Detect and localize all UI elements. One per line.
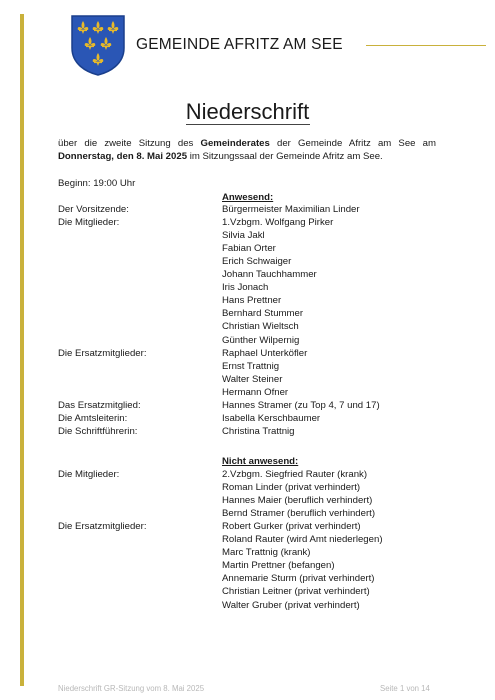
attendee-name: Fabian Orter bbox=[222, 243, 276, 255]
attendee-name: Isabella Kerschbaumer bbox=[222, 412, 321, 424]
attendee-name: Ernst Trattnig bbox=[222, 360, 280, 372]
absent-heading: Nicht anwesend: bbox=[222, 456, 299, 467]
attendee-name: Roman Linder (privat verhindert) bbox=[222, 482, 361, 494]
attendee-name: Günther Wilpernig bbox=[222, 334, 300, 346]
attendee-name: Christian Wieltsch bbox=[222, 321, 299, 333]
header-rule bbox=[366, 45, 486, 46]
role-label: Die Schriftführerin: bbox=[58, 425, 138, 437]
start-time: Beginn: 19:00 Uhr bbox=[58, 178, 136, 189]
attendee-name: Marc Trattnig (krank) bbox=[222, 547, 311, 559]
attendee-name: Bernhard Stummer bbox=[222, 308, 304, 320]
attendee-name: Johann Tauchhammer bbox=[222, 269, 317, 281]
role-label: Die Ersatzmitglieder: bbox=[58, 347, 147, 359]
attendee-name: Hermann Ofner bbox=[222, 386, 289, 398]
role-label: Die Mitglieder: bbox=[58, 469, 120, 480]
attendee-name: Walter Steiner bbox=[222, 373, 283, 385]
attendee-name: Roland Rauter (wird Amt niederlegen) bbox=[222, 534, 383, 546]
intro-meeting-date: Donnerstag, den 8. Mai 2025 bbox=[58, 151, 188, 162]
attendee-name: Hannes Maier (beruflich verhindert) bbox=[222, 495, 373, 507]
role-label: Die Ersatzmitglieder: bbox=[58, 521, 147, 533]
attendee-name: Hannes Stramer (zu Top 4, 7 und 17) bbox=[222, 399, 380, 411]
attendee-name: Christina Trattnig bbox=[222, 425, 295, 437]
attendee-name: Erich Schwaiger bbox=[222, 256, 292, 268]
attendee-name: Raphael Unterköfler bbox=[222, 347, 308, 359]
role-label: Das Ersatzmitglied: bbox=[58, 399, 141, 411]
present-heading: Anwesend: bbox=[222, 192, 274, 203]
footer-document-name: Niederschrift GR-Sitzung vom 8. Mai 2025 bbox=[58, 684, 205, 693]
attendee-name: Annemarie Sturm (privat verhindert) bbox=[222, 573, 375, 585]
attendee-name: Martin Prettner (befangen) bbox=[222, 560, 335, 572]
municipality-name: GEMEINDE AFRITZ AM SEE bbox=[136, 36, 343, 53]
attendee-name: Silvia Jakl bbox=[222, 230, 265, 242]
coat-of-arms-icon bbox=[70, 14, 126, 76]
attendee-name: Christian Leitner (privat verhindert) bbox=[222, 586, 370, 598]
role-label: Die Mitglieder: bbox=[58, 217, 120, 229]
attendee-name: 2.Vzbgm. Siegfried Rauter (krank) bbox=[222, 469, 368, 480]
footer-page-number: Seite 1 von 14 bbox=[380, 684, 430, 693]
attendee-name: 1.Vzbgm. Wolfgang Pirker bbox=[222, 217, 334, 229]
attendee-name: Robert Gurker (privat verhindert) bbox=[222, 521, 361, 533]
intro-body-name: Gemeinderates bbox=[200, 138, 270, 149]
attendee-name: Bernd Stramer (beruflich verhindert) bbox=[222, 508, 376, 520]
intro-paragraph bbox=[58, 137, 436, 163]
document-title: Niederschrift bbox=[185, 99, 310, 124]
intro-text: im Sitzungssaal der Gemeinde Afritz am See. bbox=[187, 151, 383, 162]
intro-text: über die zweite Sitzung des bbox=[58, 138, 201, 149]
title-underline bbox=[186, 124, 310, 125]
role-label: Der Vorsitzende: bbox=[58, 204, 129, 215]
attendee-name: Iris Jonach bbox=[222, 282, 269, 294]
intro-text: der Gemeinde Afritz am See am bbox=[269, 138, 436, 149]
role-label: Die Amtsleiterin: bbox=[58, 412, 128, 424]
attendee-name: Hans Prettner bbox=[222, 295, 282, 307]
attendee-name: Bürgermeister Maximilian Linder bbox=[222, 204, 360, 215]
attendee-name: Walter Gruber (privat verhindert) bbox=[222, 599, 360, 611]
